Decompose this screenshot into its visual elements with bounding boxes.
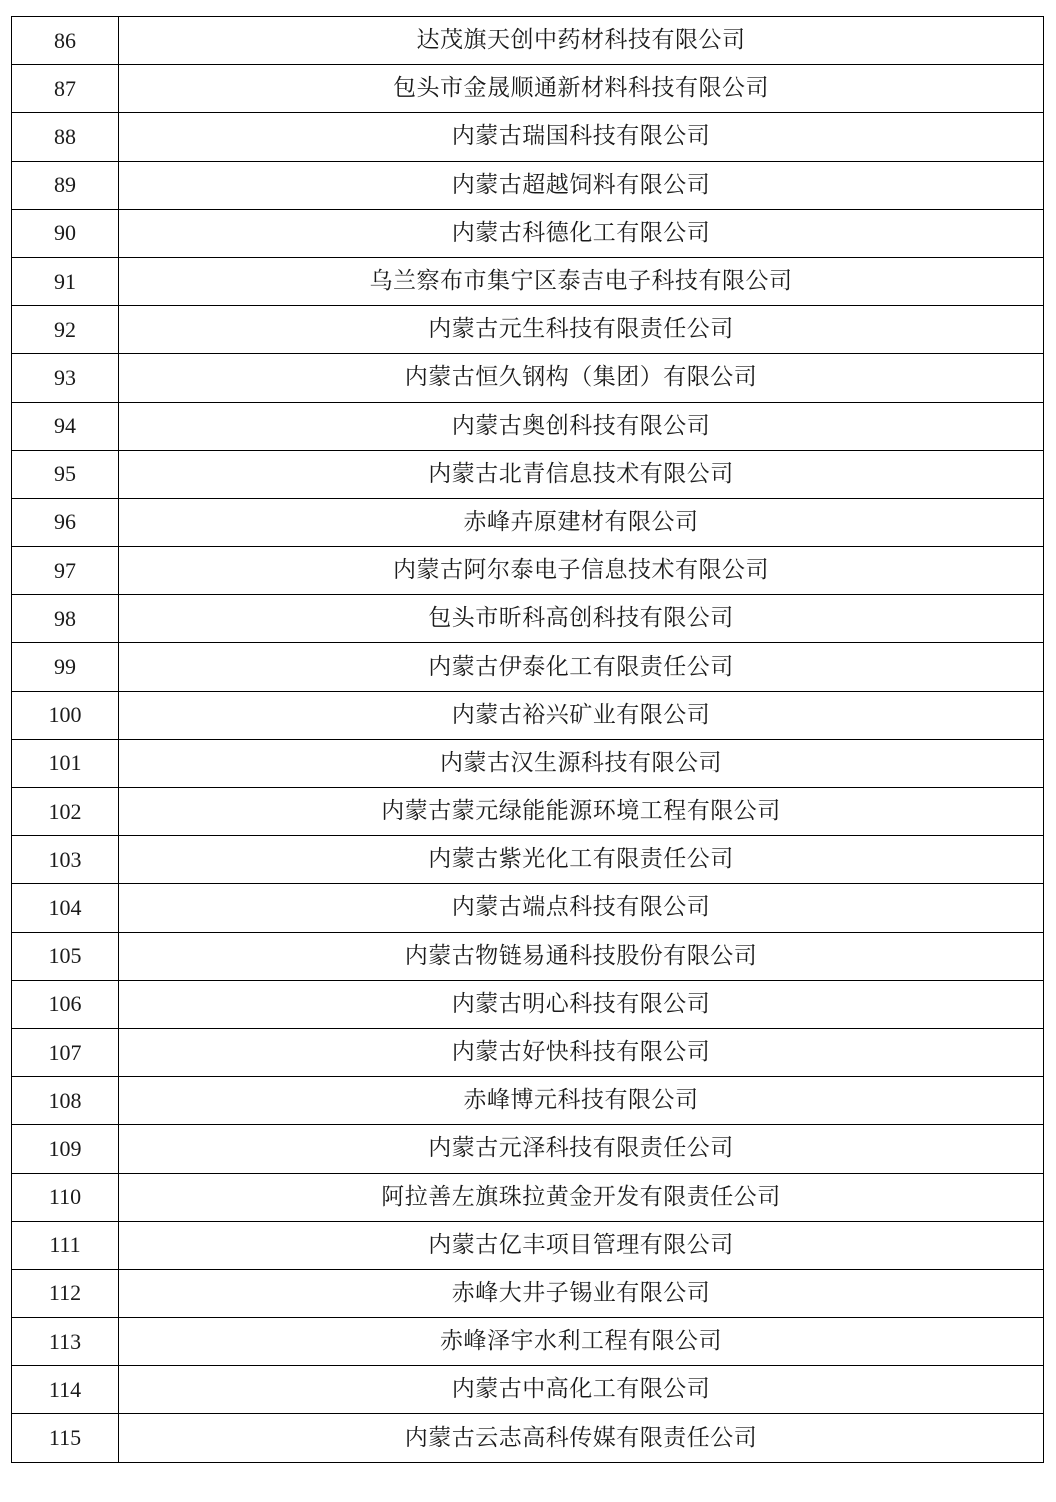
row-number: 95 — [12, 450, 119, 498]
company-name: 赤峰博元科技有限公司 — [119, 1077, 1044, 1125]
company-name: 内蒙古奥创科技有限公司 — [119, 402, 1044, 450]
company-name: 内蒙古北青信息技术有限公司 — [119, 450, 1044, 498]
company-name: 内蒙古紫光化工有限责任公司 — [119, 836, 1044, 884]
company-name: 内蒙古物链易通科技股份有限公司 — [119, 932, 1044, 980]
table-row — [12, 209, 1044, 257]
table-row — [12, 595, 1044, 643]
table-row — [12, 1414, 1044, 1462]
row-number: 86 — [12, 17, 119, 65]
company-name: 内蒙古端点科技有限公司 — [119, 884, 1044, 932]
row-number: 88 — [12, 113, 119, 161]
company-name: 内蒙古元生科技有限责任公司 — [119, 306, 1044, 354]
table-row — [12, 643, 1044, 691]
table-row — [12, 17, 1044, 65]
company-name: 乌兰察布市集宁区泰吉电子科技有限公司 — [119, 257, 1044, 305]
company-name: 内蒙古瑞国科技有限公司 — [119, 113, 1044, 161]
row-number: 113 — [12, 1318, 119, 1366]
row-number: 107 — [12, 1028, 119, 1076]
company-name: 内蒙古裕兴矿业有限公司 — [119, 691, 1044, 739]
row-number: 108 — [12, 1077, 119, 1125]
row-number: 97 — [12, 547, 119, 595]
row-number: 114 — [12, 1366, 119, 1414]
row-number: 115 — [12, 1414, 119, 1462]
row-number: 92 — [12, 306, 119, 354]
table-row — [12, 1125, 1044, 1173]
company-name: 赤峰泽宇水利工程有限公司 — [119, 1318, 1044, 1366]
row-number: 105 — [12, 932, 119, 980]
company-name: 内蒙古汉生源科技有限公司 — [119, 739, 1044, 787]
row-number: 96 — [12, 498, 119, 546]
row-number: 90 — [12, 209, 119, 257]
table-row — [12, 1077, 1044, 1125]
company-name: 内蒙古伊泰化工有限责任公司 — [119, 643, 1044, 691]
table-row — [12, 691, 1044, 739]
table-row — [12, 65, 1044, 113]
table-row — [12, 788, 1044, 836]
table-row — [12, 1221, 1044, 1269]
table-row — [12, 402, 1044, 450]
company-name: 包头市昕科高创科技有限公司 — [119, 595, 1044, 643]
company-name: 赤峰卉原建材有限公司 — [119, 498, 1044, 546]
company-name: 赤峰大井子锡业有限公司 — [119, 1269, 1044, 1317]
row-number: 102 — [12, 788, 119, 836]
table-row — [12, 739, 1044, 787]
company-name: 内蒙古亿丰项目管理有限公司 — [119, 1221, 1044, 1269]
table-row — [12, 1269, 1044, 1317]
company-name: 内蒙古好快科技有限公司 — [119, 1028, 1044, 1076]
row-number: 98 — [12, 595, 119, 643]
table-row — [12, 1318, 1044, 1366]
row-number: 112 — [12, 1269, 119, 1317]
table-row — [12, 836, 1044, 884]
company-list-table — [11, 16, 1044, 1463]
table-row — [12, 980, 1044, 1028]
row-number: 103 — [12, 836, 119, 884]
company-name: 内蒙古超越饲料有限公司 — [119, 161, 1044, 209]
row-number: 91 — [12, 257, 119, 305]
row-number: 94 — [12, 402, 119, 450]
row-number: 93 — [12, 354, 119, 402]
company-name: 内蒙古蒙元绿能能源环境工程有限公司 — [119, 788, 1044, 836]
company-name: 包头市金晟顺通新材料科技有限公司 — [119, 65, 1044, 113]
table-row — [12, 257, 1044, 305]
table-row — [12, 1173, 1044, 1221]
row-number: 104 — [12, 884, 119, 932]
company-name: 内蒙古云志高科传媒有限责任公司 — [119, 1414, 1044, 1462]
row-number: 100 — [12, 691, 119, 739]
row-number: 101 — [12, 739, 119, 787]
table-row — [12, 884, 1044, 932]
company-name: 内蒙古明心科技有限公司 — [119, 980, 1044, 1028]
company-name: 内蒙古阿尔泰电子信息技术有限公司 — [119, 547, 1044, 595]
table-row — [12, 113, 1044, 161]
table-row — [12, 354, 1044, 402]
table-row — [12, 450, 1044, 498]
table-row — [12, 1028, 1044, 1076]
company-name: 内蒙古元泽科技有限责任公司 — [119, 1125, 1044, 1173]
company-name: 内蒙古科德化工有限公司 — [119, 209, 1044, 257]
table-row — [12, 932, 1044, 980]
company-name: 阿拉善左旗珠拉黄金开发有限责任公司 — [119, 1173, 1044, 1221]
row-number: 110 — [12, 1173, 119, 1221]
table-row — [12, 1366, 1044, 1414]
row-number: 89 — [12, 161, 119, 209]
row-number: 87 — [12, 65, 119, 113]
company-name: 内蒙古恒久钢构（集团）有限公司 — [119, 354, 1044, 402]
company-name: 内蒙古中高化工有限公司 — [119, 1366, 1044, 1414]
row-number: 99 — [12, 643, 119, 691]
table-row — [12, 498, 1044, 546]
table-row — [12, 306, 1044, 354]
company-name: 达茂旗天创中药材科技有限公司 — [119, 17, 1044, 65]
row-number: 109 — [12, 1125, 119, 1173]
table-row — [12, 161, 1044, 209]
company-list-body — [12, 17, 1044, 1463]
row-number: 111 — [12, 1221, 119, 1269]
row-number: 106 — [12, 980, 119, 1028]
table-row — [12, 547, 1044, 595]
